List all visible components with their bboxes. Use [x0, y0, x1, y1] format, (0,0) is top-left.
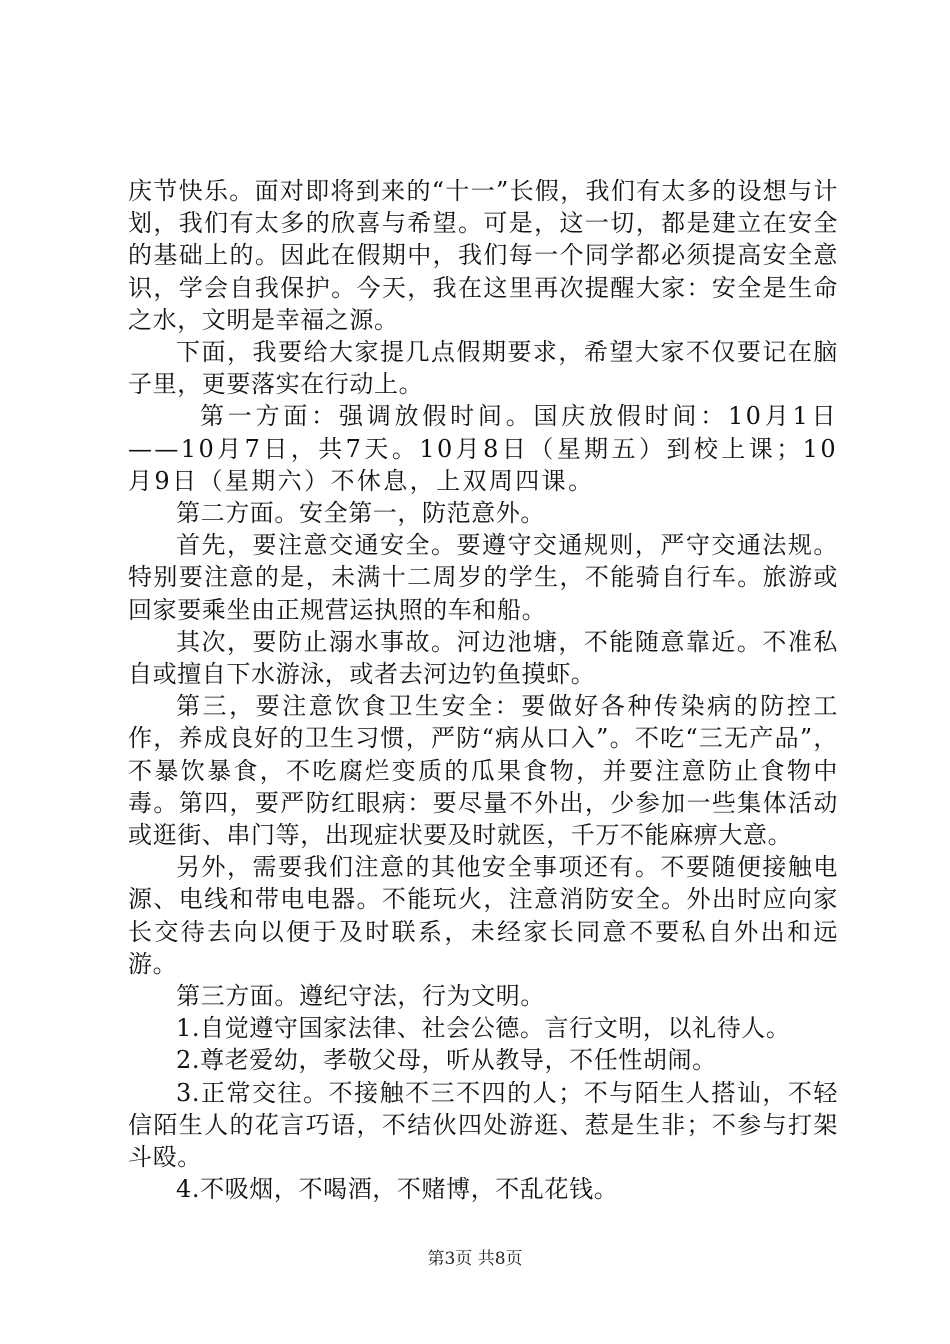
paragraph-requirements-intro: 下面，我要给大家提几点假期要求，希望大家不仅要记在脑子里，更要落实在行动上。	[128, 338, 838, 399]
paragraph-food-safety: 第三，要注意饮食卫生安全：要做好各种传染病的防控工作，养成良好的卫生习惯，严防“病从口入”。不吃“三无产品”，不暴饮暴食，不吃腐烂变质的瓜果食物，并要注意防止食物中毒。第四，要严防红眼病：要尽量不外出，少参加一些集体活动或逛街、串门等，出现症状要及时就医，千万不能麻痹大意。	[128, 692, 838, 850]
paragraph-drowning-prevention: 其次，要防止溺水事故。河边池塘，不能随意靠近。不准私自或擅自下水游泳，或者去河边钓鱼摸虾。	[128, 627, 838, 689]
paragraph-section-three-heading: 第三方面。遵纪守法，行为文明。	[176, 982, 545, 1011]
paragraph-holiday-greeting: 庆节快乐。面对即将到来的“十一”长假，我们有太多的设想与计划，我们有太多的欣喜与希望。可是，这一切，都是建立在安全的基础上的。因此在假期中，我们每一个同学都必须提高安全意识，学会自我保护。今天，我在这里再次提醒大家：安全是生命之水，文明是幸福之源。	[128, 177, 838, 334]
document-body	[128, 175, 838, 1206]
list-item-3: 3.正常交往。不接触不三不四的人；不与陌生人搭讪，不轻信陌生人的花言巧语，不结伙四处游逛、惹是生非；不参与打架斗殴。	[128, 1078, 838, 1172]
list-item-2: 2.尊老爱幼，孝敬父母，听从教导，不任性胡闹。	[176, 1046, 717, 1075]
paragraph-holiday-schedule: 第一方面：强调放假时间。国庆放假时间：10月1日——10月7日，共7天。10月8日（星期五）到校上课；10月9日（星期六）不休息，上双周四课。	[128, 402, 838, 495]
paragraph-section-two-heading: 第二方面。安全第一，防范意外。	[176, 499, 545, 528]
paragraph-other-safety: 另外，需要我们注意的其他安全事项还有。不要随便接触电源、电线和带电电器。不能玩火，注意消防安全。外出时应向家长交待去向以便于及时联系，未经家长同意不要私自外出和远游。	[128, 853, 838, 978]
paragraph-traffic-safety: 首先，要注意交通安全。要遵守交通规则，严守交通法规。特别要注意的是，未满十二周岁的学生，不能骑自行车。旅游或回家要乘坐由正规营运执照的车和船。	[128, 531, 838, 624]
list-item-4: 4.不吸烟，不喝酒，不赌博，不乱花钱。	[176, 1175, 619, 1204]
page-number-footer: 第3页 共8页	[427, 1249, 523, 1269]
list-item-1: 1.自觉遵守国家法律、社会公德。言行文明，以礼待人。	[176, 1014, 791, 1043]
